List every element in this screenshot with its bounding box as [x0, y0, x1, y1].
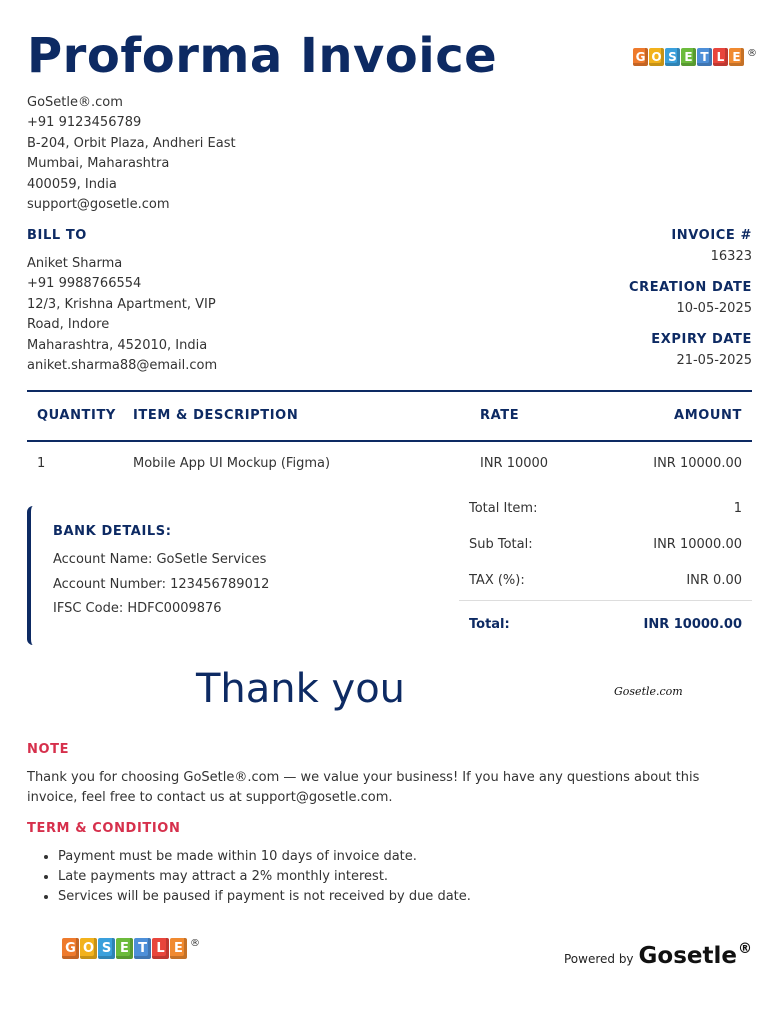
bank-account-number: Account Number: 123456789012 — [53, 577, 270, 592]
bill-to-details — [27, 254, 232, 376]
summary-tax — [469, 573, 742, 588]
bill-to-label: BILL TO — [27, 228, 87, 243]
total-items-label: Total Item: — [469, 501, 538, 516]
terms-list — [58, 847, 471, 907]
gosetle-logo — [633, 48, 757, 66]
customer-address-line2: Maharashtra, 452010, India — [27, 337, 208, 353]
invoice-number-block — [671, 228, 752, 264]
sender-company: GoSetle®.com — [27, 95, 123, 110]
logo-cube: G — [633, 48, 648, 66]
registered-mark: ® — [190, 938, 200, 949]
table-top-rule — [27, 390, 752, 392]
powered-by — [564, 943, 752, 969]
customer-phone: +91 9988766554 — [27, 276, 142, 292]
row-rate: INR 10000 — [480, 456, 549, 471]
logo-cube: E — [681, 48, 696, 66]
tax-value: INR 0.00 — [686, 573, 742, 588]
thank-you-text: Thank you — [196, 666, 406, 712]
powered-by-label: Powered by — [563, 952, 634, 966]
summary-divider — [459, 600, 752, 601]
bank-ifsc: IFSC Code: HDFC0009876 — [53, 601, 222, 616]
summary-grand-total — [469, 617, 742, 632]
logo-cube: L — [152, 938, 169, 959]
summary-total-items — [469, 501, 742, 516]
row-amount: INR 10000.00 — [653, 456, 742, 471]
note-text: Thank you for choosing GoSetle®.com — we value your business! If you have any questions about this invoice, feel free to contact us at support@gosetle.com. — [27, 770, 700, 806]
sub-total-value: INR 10000.00 — [653, 537, 742, 552]
signature: Gosetle.com — [614, 685, 683, 698]
expiry-date-block — [651, 332, 752, 368]
customer-address-line1: 12/3, Krishna Apartment, VIP Road, Indore — [27, 296, 216, 333]
list-item: • Late payments may attract a 2% monthly interest. — [58, 867, 471, 887]
sub-total-label: Sub Total: — [469, 537, 533, 552]
logo-cube: S — [98, 938, 115, 959]
logo-cube: O — [80, 938, 97, 959]
creation-date-block — [629, 280, 752, 316]
gosetle-logo-footer — [62, 938, 200, 959]
powered-by-brand: Gosetle — [638, 943, 737, 969]
expiry-date: 21-05-2025 — [676, 353, 752, 368]
customer-name: Aniket Sharma — [27, 256, 123, 271]
grand-total-value: INR 10000.00 — [643, 617, 742, 632]
logo-cube: T — [134, 938, 151, 959]
grand-total-label: Total: — [469, 617, 510, 632]
logo-cube: S — [665, 48, 680, 66]
table-header-rule — [27, 440, 752, 442]
column-header-item: ITEM & DESCRIPTION — [133, 408, 299, 423]
bank-details-card — [27, 506, 407, 645]
sender-details — [27, 93, 236, 215]
sender-address-line3: 400059, India — [27, 176, 117, 192]
tax-label: TAX (%): — [469, 573, 525, 588]
row-item: Mobile App UI Mockup (Figma) — [133, 456, 331, 471]
powered-by-mark: ® — [738, 941, 752, 957]
customer-email: aniket.sharma88@email.com — [27, 358, 218, 374]
sender-address-line2: Mumbai, Maharashtra — [27, 156, 170, 172]
column-header-quantity: QUANTITY — [37, 408, 116, 423]
logo-cube: E — [170, 938, 187, 959]
invoice-number-label: INVOICE # — [671, 228, 752, 243]
column-header-rate: RATE — [480, 408, 520, 423]
logo-cube: E — [116, 938, 133, 959]
page-title: Proforma Invoice — [27, 28, 498, 84]
column-header-amount: AMOUNT — [674, 408, 742, 423]
registered-mark: ® — [747, 48, 757, 59]
logo-cube: O — [649, 48, 664, 66]
summary-sub-total — [469, 537, 742, 552]
creation-date-label: CREATION DATE — [628, 280, 752, 295]
note-label: NOTE — [27, 742, 70, 757]
expiry-date-label: EXPIRY DATE — [651, 332, 752, 347]
invoice-number: 16323 — [710, 249, 752, 264]
row-quantity: 1 — [37, 456, 46, 471]
logo-cube: E — [729, 48, 744, 66]
sender-address-line1: B-204, Orbit Plaza, Andheri East — [27, 135, 236, 151]
creation-date: 10-05-2025 — [676, 301, 752, 316]
list-item: • Services will be paused if payment is not received by due date. — [58, 887, 471, 907]
terms-label: TERM & CONDITION — [27, 821, 181, 836]
logo-cube: G — [62, 938, 79, 959]
sender-phone: +91 9123456789 — [27, 115, 142, 131]
logo-cube: L — [713, 48, 728, 66]
total-items-value: 1 — [733, 501, 742, 516]
bank-account-name: Account Name: GoSetle Services — [53, 552, 267, 567]
logo-cube: T — [697, 48, 712, 66]
bank-details-title: BANK DETAILS: — [53, 524, 172, 539]
list-item: • Payment must be made within 10 days of invoice date. — [58, 847, 471, 867]
sender-email: support@gosetle.com — [27, 197, 170, 213]
